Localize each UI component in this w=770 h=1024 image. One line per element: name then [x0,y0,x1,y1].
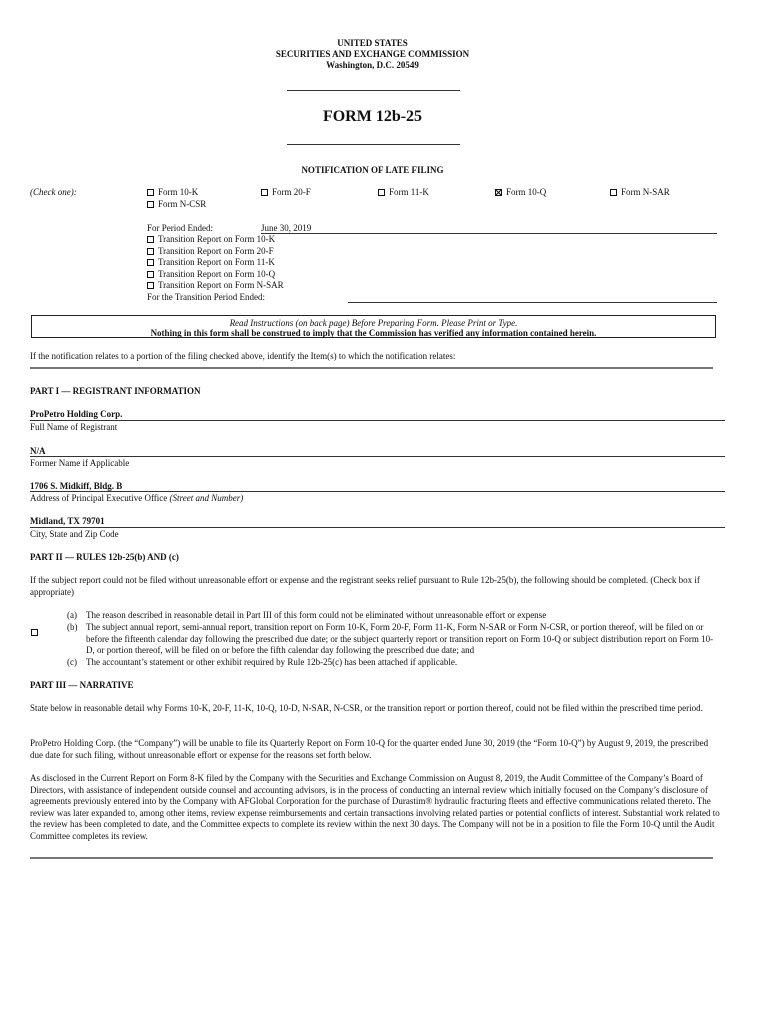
registrant-label: Full Name of Registrant [30,422,118,432]
transition-10q[interactable]: Transition Report on Form 10-Q [147,269,284,281]
section-divider [30,367,713,369]
checkbox-icon[interactable] [378,189,385,196]
checkbox-icon[interactable] [147,201,154,208]
former-name-label: Former Name if Applicable [30,458,130,468]
item-b-text: The subject annual report, semi-annual report, transition report on Form 10-K, Form 20-F, Form 11-K, Form N-SAR or Form N-CSR, or portion thereof, will be filed on or before the fifteenth calendar day following the prescribed due date; or the subject quarterly report or transition report on Form 10-Q or subject distribution report on Form 10-D, or portion thereof, will be filed on or before the fifth calendar day following the prescribed due date; and [86,622,714,655]
item-a-text: The reason described in reasonable detail in Part III of this form could not be eliminated without unreasonable effort or expense [86,610,547,620]
header-line-2: SECURITIES AND EXCHANGE COMMISSION [275,49,470,59]
transition-11k[interactable]: Transition Report on Form 11-K [147,257,284,269]
checkbox-icon[interactable] [610,189,617,196]
section-divider [30,857,713,859]
divider [287,90,460,91]
period-underline [261,233,717,234]
address-label: Address of Principal Executive Office (Street and Number) [30,493,244,503]
transition-20f[interactable]: Transition Report on Form 20-F [147,246,284,258]
option-form-20f[interactable]: Form 20-F [261,187,311,197]
narrative-paragraph-1: State below in reasonable detail why Forms 10-K, 20-F, 11-K, 10-Q, 10-D, N-SAR, N-CSR, or the transition report or portion thereof, could not be filed within the prescribed time period. [30,703,703,713]
option-form-ncsr[interactable]: Form N-CSR [147,199,206,209]
field-underline [30,491,725,492]
option-form-10k[interactable]: Form 10-K [147,187,198,197]
former-name[interactable]: N/A [30,446,46,456]
divider [287,144,460,145]
check-one-label: (Check one): [30,187,77,197]
checkbox-icon[interactable] [31,629,38,636]
transition-list [147,234,284,303]
checkbox-icon[interactable] [147,248,154,255]
item-b-marker: (b) [67,622,78,632]
city-state-zip[interactable]: Midland, TX 79701 [30,516,105,526]
checkbox-icon[interactable] [147,259,154,266]
part2-title: PART II — RULES 12b-25(b) AND (c) [30,552,179,562]
form-subtitle: NOTIFICATION OF LATE FILING [301,165,444,175]
city-label: City, State and Zip Code [30,529,119,539]
field-underline [30,527,725,528]
period-value: June 30, 2019 [261,223,312,233]
form-title: FORM 12b-25 [322,108,423,125]
period-label: For Period Ended: [147,223,213,233]
checkbox-icon[interactable] [147,236,154,243]
instructions-line-1: Read Instructions (on back page) Before Preparing Form. Please Print or Type. [229,318,518,328]
field-underline [30,456,725,457]
checkbox-icon[interactable] [147,271,154,278]
instructions-line-2: Nothing in this form shall be construed to imply that the Commission has verified any information contained herein. [150,328,597,338]
portion-note: If the notification relates to a portion of the filing checked above, identify the Item(s) to which the notification relates: [30,351,456,361]
agency-header [0,38,745,71]
registrant-name[interactable]: ProPetro Holding Corp. [30,409,123,419]
option-form-nsar[interactable]: Form N-SAR [610,187,670,197]
item-a-marker: (a) [67,610,77,620]
part3-title: PART III — NARRATIVE [30,680,134,690]
narrative-paragraph-3: As disclosed in the Current Report on Form 8-K filed by the Company with the Securities and Exchange Commission on August 8, 2019, the Audit Committee of the Company’s Board of Directors, with assistance of independent outside counsel and accounting advisors, is in the process of conducting an internal review which initially focused on the Company’s disclosure of agreements previously entered into by the Company with AFGlobal Corporation for the purchase of Durastim® hydraulic fracturing fleets and effective communications related thereto. The review was later expanded to, among other items, review expense reimbursements and certain transactions involving related parties or potential conflicts of interest. Substantial work related to the review has been completed to date, and the Committee expects to complete its review within the next 30 days. The Company will not be in a position to file the Form 10-Q until the Audit Committee completes its review. [30,773,720,841]
checked-checkbox-icon[interactable] [495,189,502,196]
header-line-1: UNITED STATES [337,38,408,48]
option-form-10q[interactable]: Form 10-Q [495,187,546,197]
transition-10k[interactable]: Transition Report on Form 10-K [147,234,284,246]
transition-nsar[interactable]: Transition Report on Form N-SAR [147,280,284,292]
header-line-3: Washington, D.C. 20549 [326,60,419,70]
narrative-paragraph-2: ProPetro Holding Corp. (the “Company”) will be unable to file its Quarterly Report on Form 10-Q for the quarter ended June 30, 2019 (the “Form 10-Q”) by August 9, 2019, the prescribed due date for such filing, without unreasonable effort or expense for the reasons set forth below. [30,738,709,760]
item-c-text: The accountant’s statement or other exhibit required by Rule 12b-25(c) has been attached if applicable. [86,657,458,667]
address[interactable]: 1706 S. Midkiff, Bldg. B [30,481,123,491]
item-c-marker: (c) [67,657,77,667]
transition-period-underline [348,302,717,303]
rule-12b25-checkbox[interactable] [31,627,42,637]
transition-period-label: For the Transition Period Ended: [147,291,266,302]
part2-intro: If the subject report could not be filed without unreasonable effort or expense and the registrant seeks relief pursuant to Rule 12b-25(b), the following should be completed. (Check box if appropriate) [30,575,700,597]
checkbox-icon[interactable] [147,282,154,289]
instructions-box [31,315,716,338]
option-form-11k[interactable]: Form 11-K [378,187,429,197]
checkbox-icon[interactable] [261,189,268,196]
field-underline [30,420,725,421]
part1-title: PART I — REGISTRANT INFORMATION [30,386,201,396]
checkbox-icon[interactable] [147,189,154,196]
